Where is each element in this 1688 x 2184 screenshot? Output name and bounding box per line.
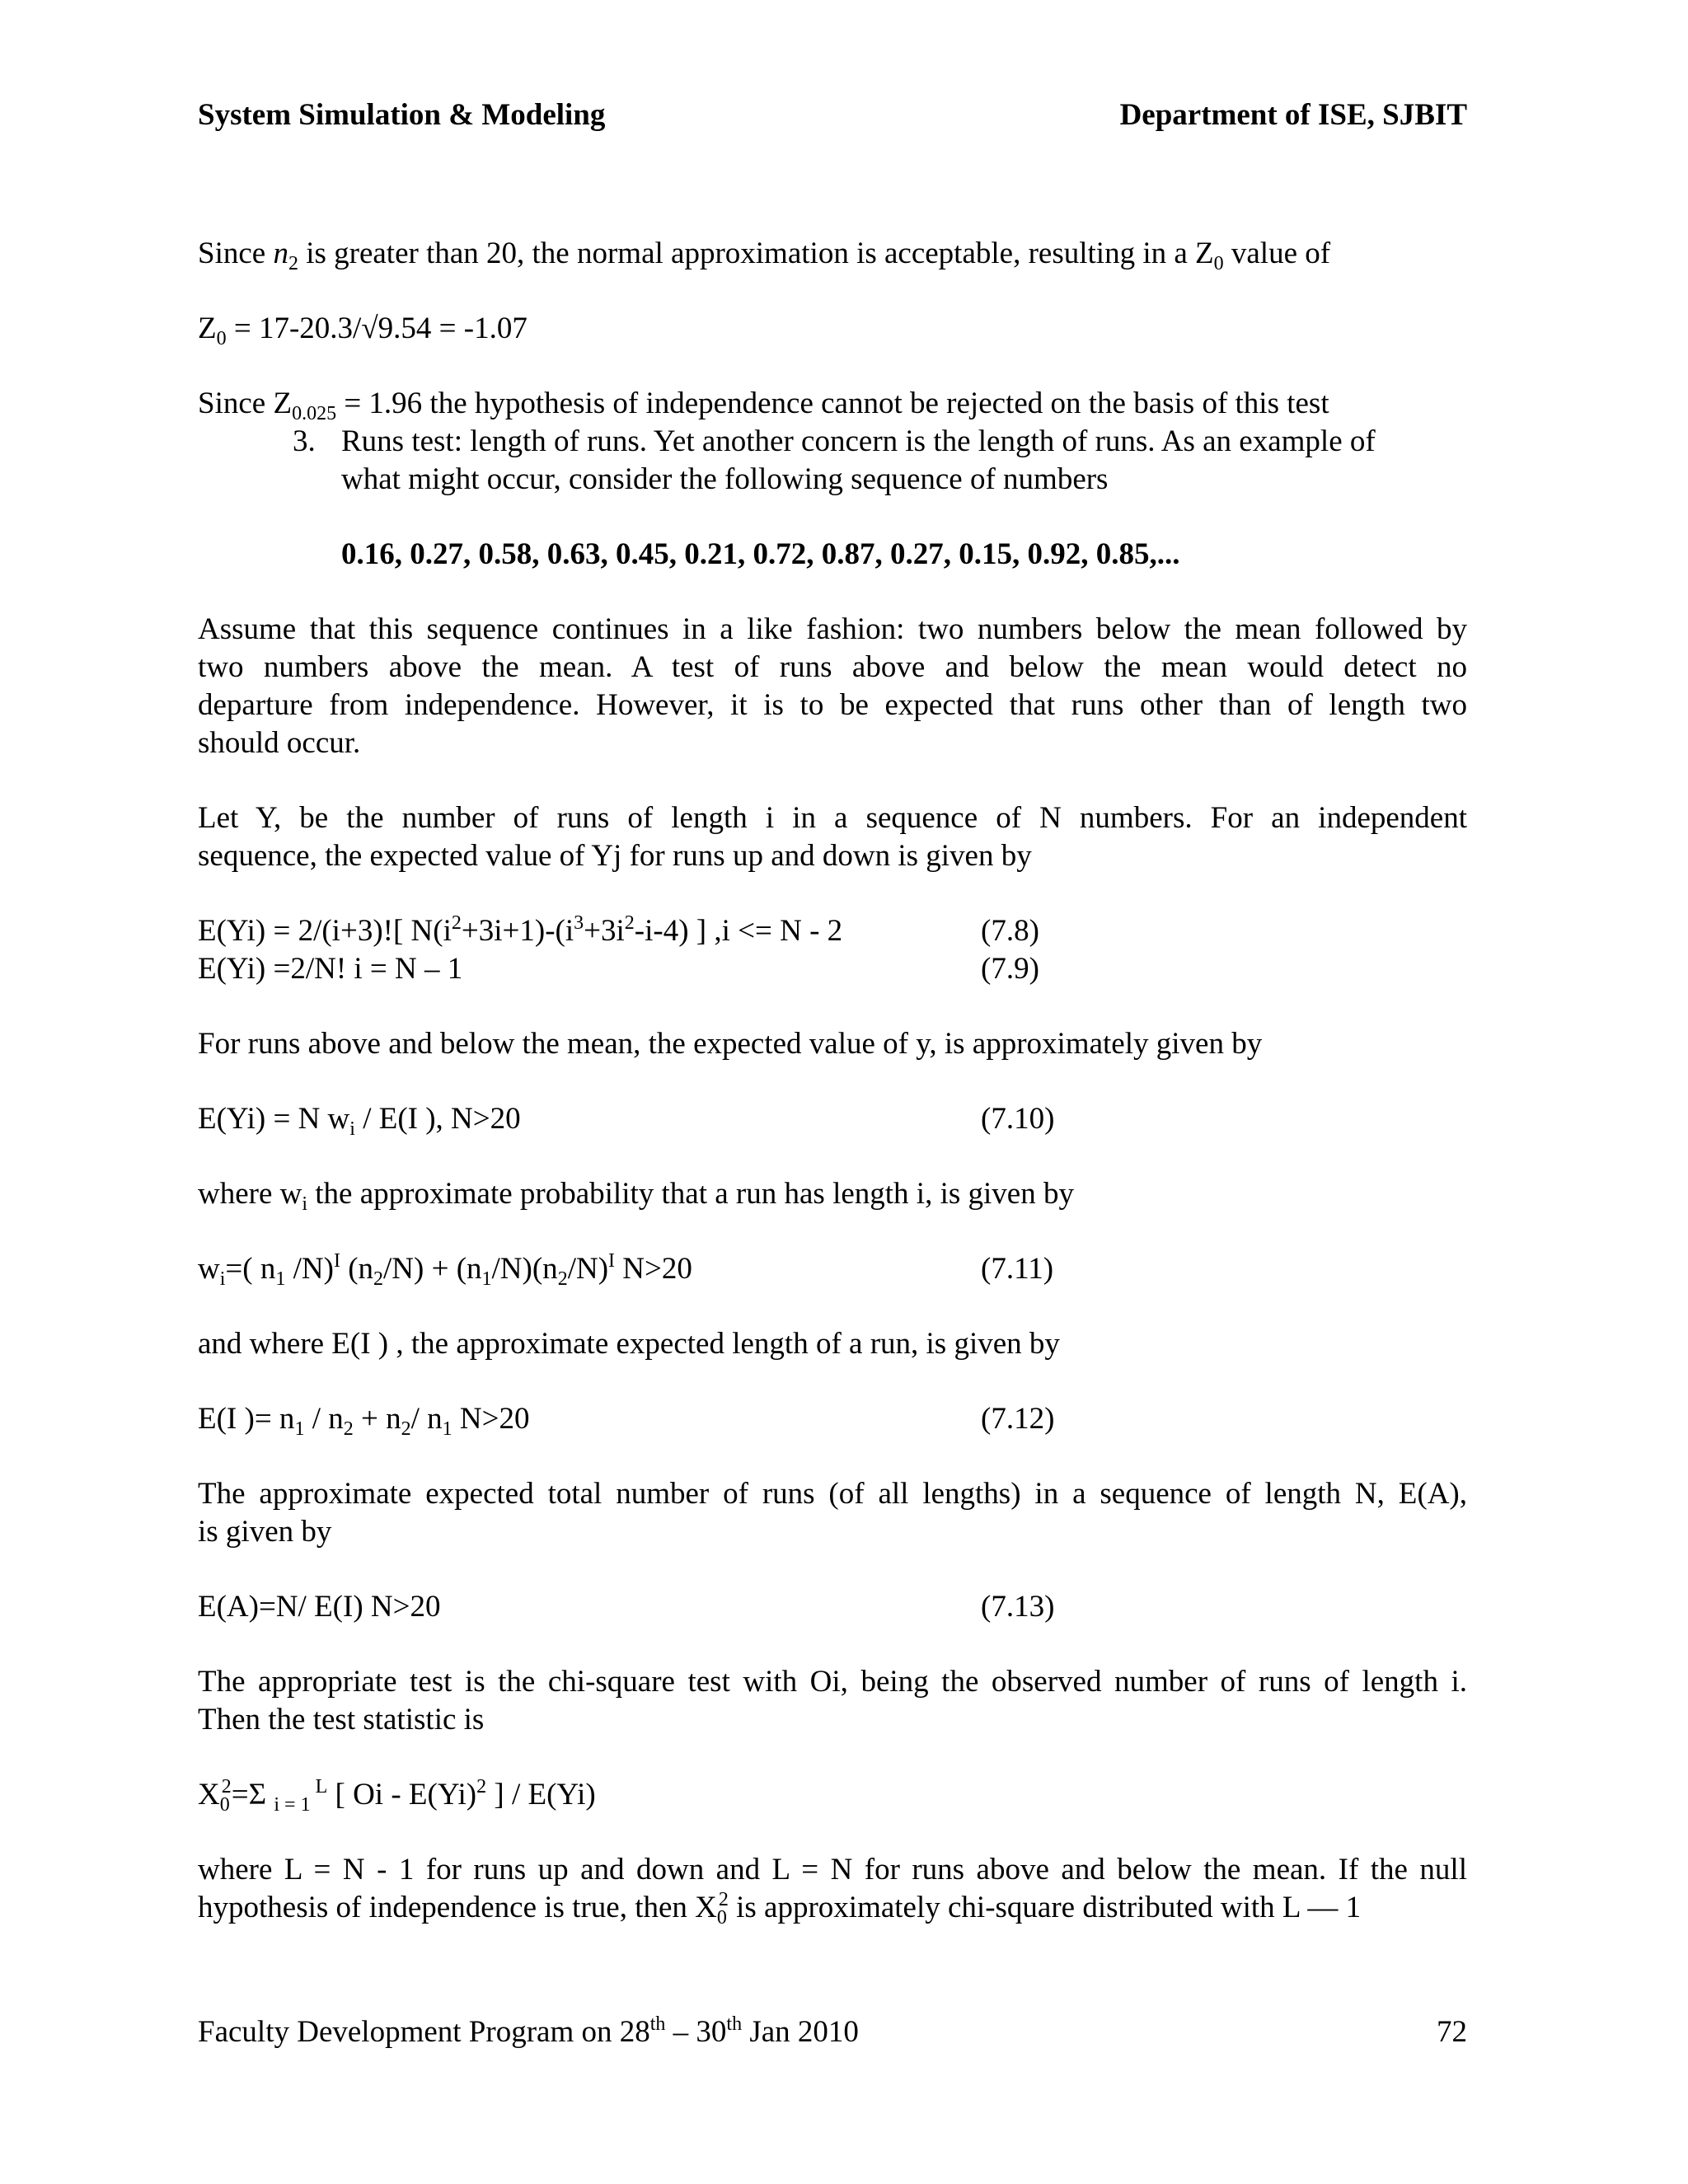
header-course-title: System Simulation & Modeling [198, 98, 606, 132]
paragraph-let-y-line1: Let Y, be the number of runs of length i in a sequence of N numbers. For an independent [198, 801, 1467, 835]
paragraph-chi-square-line2: Then the test statistic is [198, 1703, 485, 1736]
paragraph-total-runs-line1: The approximate expected total number of runs (of all lengths) in a sequence of length N, E(A), [198, 1477, 1467, 1511]
equation-7-12: E(I )= $n_1 / n_2 + n_2/$ $n_1$ N>20 [198, 1402, 530, 1440]
equation-z0: $Z_0 = 17-20.3/√9.54 = -1.07$ [198, 312, 528, 349]
paragraph-where-l-line1: where L = N - 1 for runs up and down and L = N for runs above and below the mean. If the null [198, 1853, 1467, 1886]
paragraph-hypothesis-conclusion: Since $Z_{0.025} = 1.96$ the hypothesis of independence cannot be rejected on the basis of this test [198, 387, 1329, 424]
equation-number-7-9: (7.9) [981, 952, 1039, 986]
paragraph-where-wi: where $w_i$ the approximate probability that a run has length i, is given by [198, 1177, 1074, 1215]
paragraph-where-ei: and where E(I ) , the approximate expected length of a run, is given by [198, 1327, 1060, 1361]
paragraph-chi-square-line1: The appropriate test is the chi-square test with Oi, being the observed number of runs of length i. [198, 1665, 1467, 1699]
equation-number-7-12: (7.12) [981, 1402, 1055, 1436]
footer-program-info: Faculty Development Program on 28th – 30th Jan 2010 [198, 2013, 859, 2049]
list-item-number: 3. [293, 424, 316, 458]
paragraph-normal-approximation: Since $n_2$ is greater than 20, the normal approximation is acceptable, resulting in a $Z_0$ value of [198, 237, 1331, 274]
paragraph-runs-above-below: For runs above and below the mean, the expected value of y, is approximately given by [198, 1027, 1263, 1061]
paragraph-sequence-assumption-line3: departure from independence. However, it is to be expected that runs other than of length two [198, 688, 1467, 722]
paragraph-where-l-line2: hypothesis of independence is true, then $X_0^2$ is approximately chi-square distributed with L — 1 [198, 1889, 1362, 1929]
equation-7-13: E(A)=N/ E(I) N>20 [198, 1590, 441, 1624]
paragraph-total-runs-line2: is given by [198, 1515, 332, 1549]
paragraph-let-y-line2: sequence, the expected value of Yj for runs up and down is given by [198, 839, 1032, 873]
equation-7-10: E(Yi) = N $w_i / E(I$ ), N>20 [198, 1102, 521, 1140]
equation-number-7-10: (7.10) [981, 1102, 1055, 1136]
equation-number-7-11: (7.11) [981, 1252, 1054, 1286]
page-number: 72 [1437, 2015, 1467, 2049]
header-department: Department of ISE, SJBIT [1119, 98, 1467, 132]
number-sequence: 0.16, 0.27, 0.58, 0.63, 0.45, 0.21, 0.72, 0.87, 0.27, 0.15, 0.92, 0.85,... [341, 537, 1180, 571]
list-item-runs-test-line2: what might occur, consider the following sequence of numbers [341, 462, 1109, 496]
paragraph-sequence-assumption-line1: Assume that this sequence continues in a like fashion: two numbers below the mean followed by [198, 612, 1467, 646]
equation-7-8: E(Yi) = 2/(i+3)![ $N(i^2+3i+1)-(i^3+3i^2-i-4)$ ] ,i <= N - 2 [198, 912, 843, 948]
equation-chi-square-statistic: $X_0^2=\Sigma$ $_{i = 1}$ $^L$ [ Oi - $E(Yi)^2$ ] / E(Yi) [198, 1776, 596, 1816]
equation-number-7-13: (7.13) [981, 1590, 1055, 1624]
equation-number-7-8: (7.8) [981, 914, 1039, 948]
list-item-runs-test-line1: Runs test: length of runs. Yet another concern is the length of runs. As an example of [341, 424, 1376, 458]
equation-7-11: $w_i=$( $n_1$ /N)$^I$ $(n_2/N) + (n_1/N)(n_2/N)^I$ N>20 [198, 1250, 692, 1290]
paragraph-sequence-assumption-line2: two numbers above the mean. A test of runs above and below the mean would detect no [198, 650, 1467, 684]
paragraph-sequence-assumption-line4: should occur. [198, 726, 361, 760]
equation-7-9: E(Yi) =2/N! i = N – 1 [198, 952, 463, 986]
